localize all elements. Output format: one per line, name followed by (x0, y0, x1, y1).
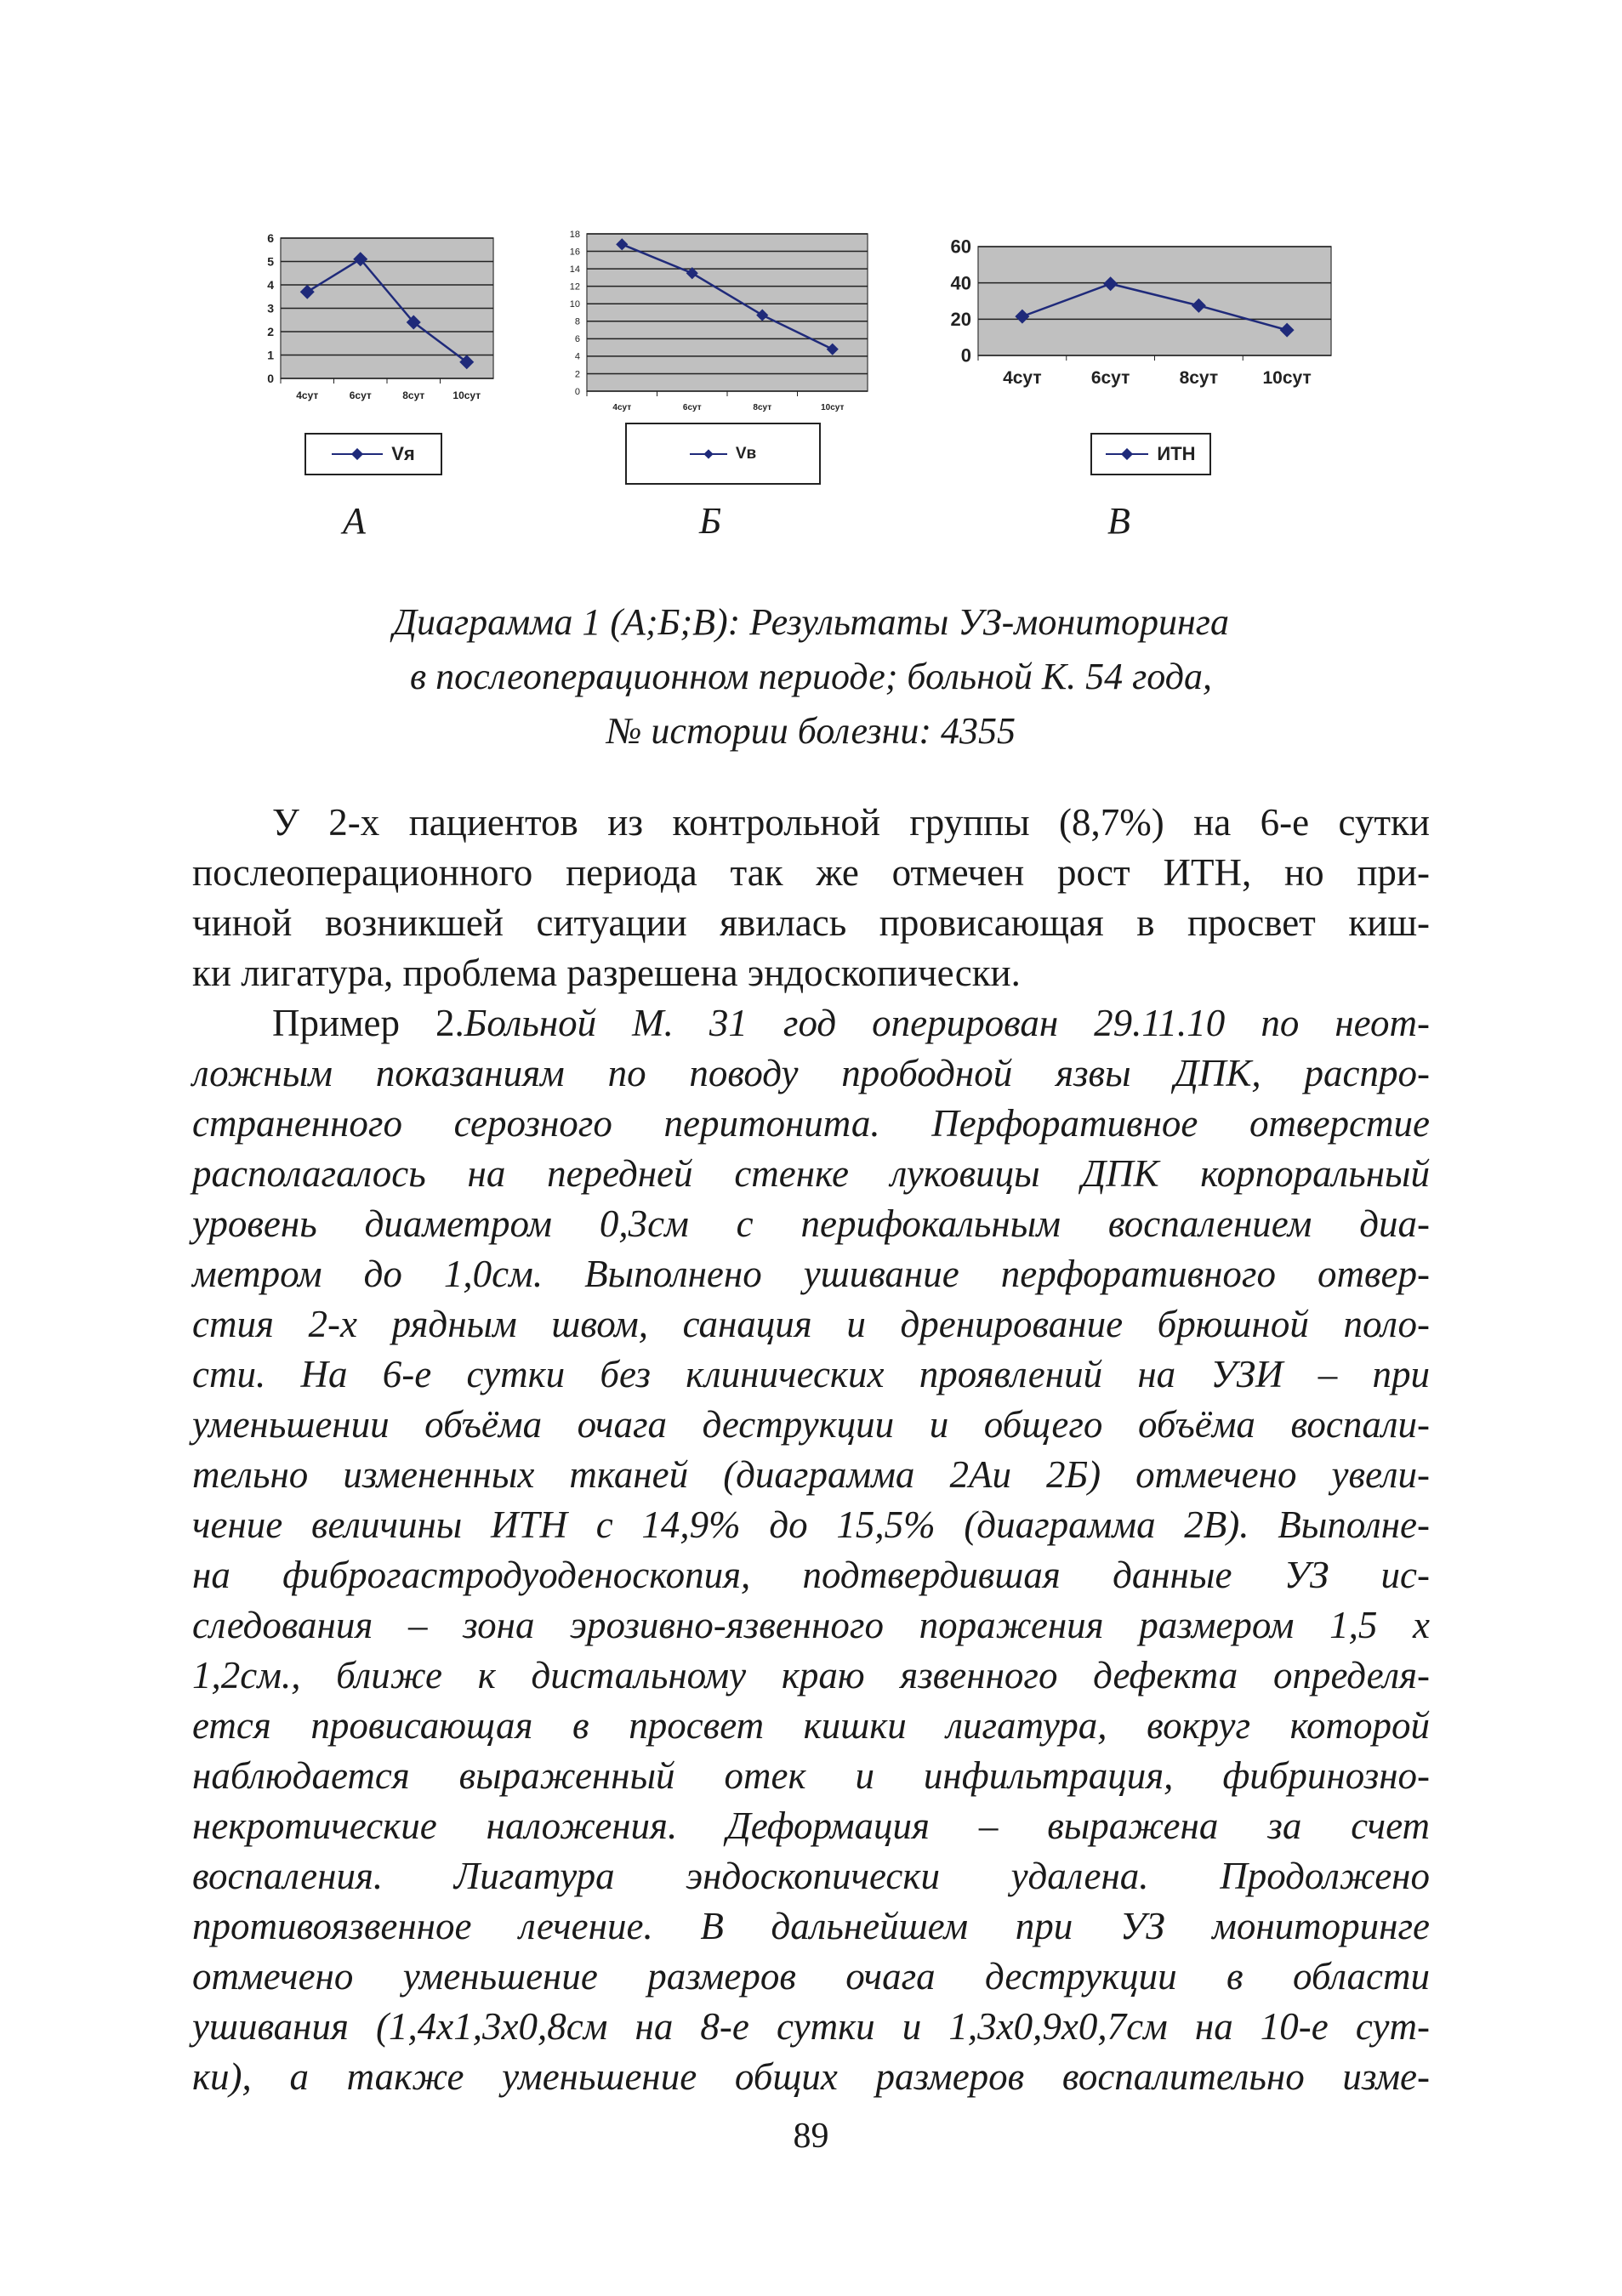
text-line-italic: следования – зона эрозивно-язвенного поражения размером 1,5 х (192, 1604, 1430, 1646)
text-line-italic: наблюдается выраженный отек и инфильтрация, фибринозно- (192, 1754, 1430, 1797)
text-line-italic: некротические наложения. Деформация – выражена за счет (192, 1804, 1430, 1847)
chart-c-svg (910, 230, 1344, 408)
y-tick-label: 2 (574, 369, 580, 380)
y-tick-label: 1 (267, 348, 274, 362)
page-number: 89 (793, 2117, 829, 2156)
y-tick-label: 0 (960, 344, 971, 367)
y-tick-label: 3 (267, 301, 274, 315)
text-line-italic: ется провисающая в просвет кишки лигатура, вокруг которой (192, 1704, 1430, 1747)
chart-c (910, 230, 1344, 408)
panel-label-b: Б (699, 500, 721, 542)
x-tick-label: 4сут (296, 389, 319, 401)
figure-caption (0, 595, 1622, 759)
y-tick-label: 6 (267, 230, 274, 245)
plot-area (978, 247, 1331, 355)
caption-line: Диаграмма 1 (А;Б;В): Результаты УЗ-мониторинга (393, 601, 1229, 643)
text-line-italic: воспаления. Лигатура эндоскопически удалена. Продолжено (192, 1855, 1430, 1897)
chart-a-legend (304, 433, 442, 475)
text-line-italic: Больной М. 31 год оперирован 29.11.10 по неот- (464, 1002, 1431, 1044)
text-line-italic: противоязвенное лечение. В дальнейшем при УЗ мониторинге (192, 1905, 1430, 1947)
x-tick-label: 8сут (1179, 368, 1219, 388)
text-line-italic: сти. На 6-е сутки без клинических проявлений на УЗИ – при (192, 1353, 1430, 1395)
y-tick-label: 2 (267, 324, 274, 338)
chart-b-legend-label: Vв (735, 444, 757, 463)
y-tick-label: 0 (267, 371, 274, 385)
y-tick-label: 4 (574, 351, 580, 362)
x-tick-label: 8сут (753, 403, 772, 412)
text-line: чиной возникшей ситуации явилась провисающая в просвет киш- (192, 901, 1430, 944)
text-line-italic: тельно измененных тканей (диаграмма 2Аи 2Б) отмечено увели- (192, 1453, 1430, 1496)
x-tick-label: 4сут (612, 403, 632, 412)
y-tick-label: 8 (574, 316, 580, 327)
text-line-italic: ки), а также уменьшение общих размеров воспалительно изме- (192, 2055, 1430, 2098)
caption-line: № истории болезни: 4355 (606, 710, 1016, 752)
y-tick-label: 5 (267, 254, 274, 269)
chart-b-svg (561, 230, 876, 425)
x-tick-label: 8сут (402, 389, 425, 401)
x-tick-label: 10сут (452, 389, 481, 401)
chart-b (561, 230, 876, 425)
text-line: послеоперационного периода так же отмечен рост ИТН, но при- (192, 851, 1430, 894)
plot-area (587, 234, 868, 391)
text-line-italic: стия 2-х рядным швом, санация и дренирование брюшной поло- (192, 1303, 1430, 1345)
x-tick-label: 6сут (1090, 368, 1130, 388)
paragraph-2 (192, 998, 1430, 2102)
legend-marker-icon (690, 449, 727, 459)
legend-marker-icon (332, 448, 383, 460)
panel-label-a: А (343, 500, 366, 542)
text-line-italic: ложным показаниям по поводу прободной язвы ДПК, распро- (192, 1052, 1430, 1094)
text-line-italic: располагалось на передней стенке луковицы ДПК корпоральный (192, 1152, 1430, 1195)
text-line-italic: уровень диаметром 0,3см с перифокальным воспалением диа- (192, 1202, 1430, 1245)
y-tick-label: 60 (950, 236, 971, 258)
y-tick-label: 6 (574, 334, 580, 345)
y-tick-label: 0 (574, 386, 580, 397)
panel-label-c: В (1107, 500, 1130, 542)
text-line: У 2-х пациентов из контрольной группы (8,7%) на 6-е сутки (272, 801, 1430, 844)
y-tick-label: 18 (569, 229, 580, 240)
chart-b-legend (625, 423, 821, 485)
y-tick-label: 12 (569, 281, 580, 293)
text-line-italic: на фиброгастродуоденоскопия, подтвердившая данные УЗ ис- (192, 1554, 1430, 1596)
caption-line: в послеоперационном периоде; больной К. 54 года, (410, 656, 1212, 697)
x-tick-label: 6сут (682, 403, 702, 412)
x-tick-label: 4сут (1003, 368, 1042, 388)
x-tick-label: 10сут (821, 403, 845, 412)
text-line-italic: ушивания (1,4х1,3х0,8см на 8-е сутки и 1,3х0,9х0,7см на 10-е сут- (192, 2005, 1430, 2048)
text-line-italic: отмечено уменьшение размеров очага деструкции в области (192, 1955, 1430, 1998)
y-tick-label: 14 (569, 264, 580, 275)
text-line (192, 998, 1430, 1049)
text-line-italic: метром до 1,0см. Выполнено ушивание перфоративного отвер- (192, 1253, 1430, 1295)
x-tick-label: 6сут (349, 389, 372, 401)
text-line: ки лигатура, проблема разрешена эндоскопически. (192, 952, 1021, 994)
chart-a-svg (247, 230, 519, 408)
chart-a-legend-label: Vя (391, 443, 415, 464)
y-tick-label: 16 (569, 247, 580, 258)
example-label: Пример 2. (272, 1002, 464, 1044)
y-tick-label: 4 (267, 277, 274, 292)
legend-marker-icon (1106, 448, 1148, 460)
x-tick-label: 10сут (1262, 368, 1312, 388)
text-line-italic: уменьшении объёма очага деструкции и общего объёма воспали- (192, 1403, 1430, 1446)
y-tick-label: 10 (569, 299, 580, 310)
y-tick-label: 20 (950, 309, 971, 331)
y-tick-label: 40 (950, 272, 971, 294)
text-line-italic: страненного серозного перитонита. Перфоративное отверстие (192, 1102, 1430, 1145)
text-line-italic: чение величины ИТН с 14,9% до 15,5% (диаграмма 2В). Выполне- (192, 1503, 1430, 1546)
paragraph-1 (192, 798, 1430, 998)
chart-c-legend (1090, 433, 1211, 475)
body-text (192, 798, 1430, 2102)
chart-c-legend-label: ИТН (1157, 443, 1196, 464)
chart-a (247, 230, 519, 408)
text-line-italic: 1,2см., ближе к дистальному краю язвенного дефекта определя- (192, 1654, 1430, 1696)
